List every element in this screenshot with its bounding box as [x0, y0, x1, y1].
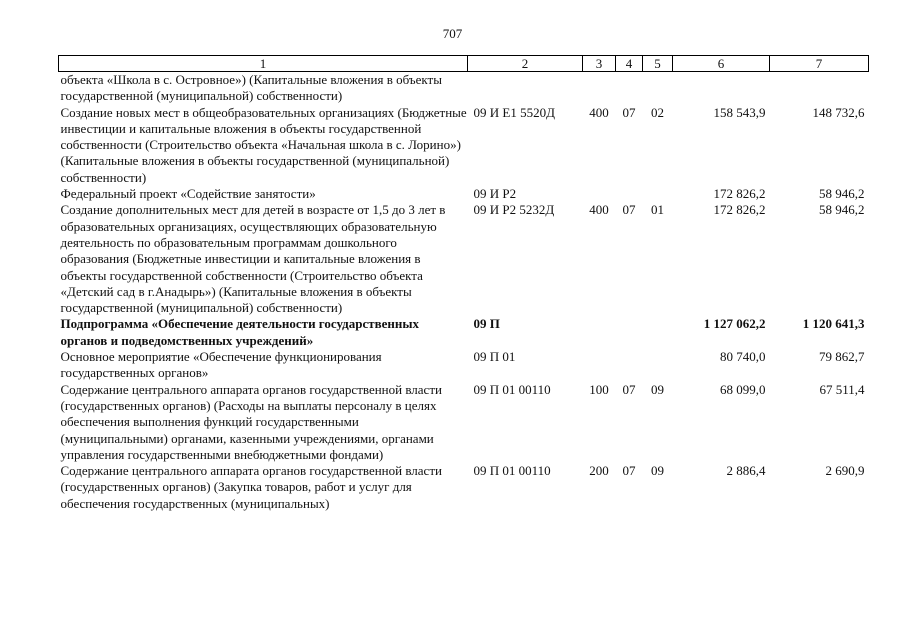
row-col5: [643, 186, 673, 202]
row-code: 09 И Е1 5520Д: [473, 104, 555, 120]
row-value-7: 1 120 641,3: [802, 316, 865, 332]
row-col4: 07: [622, 381, 636, 397]
row-value-6: 68 099,0: [720, 381, 766, 397]
row-col3: 400: [589, 104, 609, 120]
row-col4: 07: [622, 202, 636, 218]
row-col3: 200: [589, 463, 609, 479]
row-code: 09 П: [473, 316, 500, 332]
table-row: [59, 202, 869, 316]
row-col5: [643, 349, 673, 382]
header-cell-7: 7: [770, 56, 869, 72]
row-code: 09 И Р2: [473, 186, 517, 202]
row-value-6: 172 826,2: [713, 202, 766, 218]
row-value-7: 67 511,4: [819, 381, 865, 397]
row-name: объекта «Школа в с. Островное») (Капитальные вложения в объекты государственной (муниципальной) собственности): [60, 72, 442, 104]
row-name: Создание дополнительных мест для детей в возрасте от 1,5 до 3 лет в образовательных организациях, осуществляющих образовательную деятельность по образовательным программам дошкольного образования (Бюджетные инвестиции и капитальные вложения в объекты государственной собственности (Строительство объекта «Детский сад в г.Анадырь») (Капитальные вложения в объекты государственной (муниципальной) собственности): [60, 202, 446, 316]
row-value-6: 172 826,2: [713, 186, 766, 202]
header-cell-5: 5: [643, 56, 673, 72]
row-value-7: 2 690,9: [825, 463, 865, 479]
row-name: Содержание центрального аппарата органов государственной власти (государственных органов) (Закупка товаров, работ и услуг для обеспечения государственных (муниципальных): [60, 463, 442, 511]
row-value-6: 158 543,9: [713, 104, 766, 120]
page-number: 707: [442, 26, 463, 41]
row-value-6: [673, 72, 770, 105]
row-col4: [616, 72, 643, 105]
row-col4: [616, 186, 643, 202]
row-col5: 02: [651, 104, 664, 120]
row-col4: [616, 316, 643, 349]
row-col3: 400: [589, 202, 609, 218]
row-col3: [583, 186, 616, 202]
header-cell-6: 6: [673, 56, 770, 72]
row-value-6: 1 127 062,2: [703, 316, 766, 332]
row-code: 09 П 01 00110: [473, 381, 551, 397]
table-row: [59, 349, 869, 382]
row-col5: 09: [651, 381, 664, 397]
row-col5: 01: [651, 202, 664, 218]
row-value-7: 79 862,7: [819, 349, 865, 365]
row-name: Содержание центрального аппарата органов государственной власти (государственных органов) (Расходы на выплаты персоналу в целях обеспечения выполнения функций государственными (муниципальными) органами, казенными учреждениями, органами управления государственными внебюджетными фондами): [60, 381, 442, 462]
row-name: Подпрограмма «Обеспечение деятельности государственных органов и подведомственных учреждений»: [60, 316, 420, 348]
row-code: [468, 72, 583, 105]
row-code: 09 И Р2 5232Д: [473, 202, 555, 218]
table-row: [59, 186, 869, 202]
table-header-row: [59, 56, 869, 72]
row-name: Создание новых мест в общеобразовательных организациях (Бюджетные инвестиции и капитальные вложения в объекты государственной собственности (Строительство объекта «Начальная школа в с. Лорино») (Капитальные вложения в объекты государственной (муниципальной) собственности): [60, 104, 467, 185]
row-value-7: 148 732,6: [812, 104, 865, 120]
table-row: [59, 72, 869, 105]
row-col3: [583, 316, 616, 349]
row-col5: 09: [651, 463, 664, 479]
row-col3: [583, 72, 616, 105]
row-col3: 100: [589, 381, 609, 397]
header-cell-3: 3: [583, 56, 616, 72]
budget-table: [58, 55, 869, 512]
header-cell-code: 2: [468, 56, 583, 72]
header-cell-name: 1: [59, 56, 468, 72]
row-name: Федеральный проект «Содействие занятости»: [60, 186, 316, 202]
header-cell-4: 4: [616, 56, 643, 72]
row-value-7: [770, 72, 869, 105]
row-value-7: 58 946,2: [819, 186, 865, 202]
row-col4: 07: [622, 463, 636, 479]
row-col3: [583, 349, 616, 382]
row-code: 09 П 01: [473, 349, 516, 365]
row-col5: [643, 72, 673, 105]
row-name: Основное мероприятие «Обеспечение функционирования государственных органов»: [60, 349, 382, 381]
table-row: [59, 316, 869, 349]
row-value-6: 2 886,4: [726, 463, 766, 479]
row-value-7: 58 946,2: [819, 202, 865, 218]
table-row: [59, 382, 869, 463]
table-body: [59, 72, 869, 513]
row-value-6: 80 740,0: [720, 349, 766, 365]
table-row: [59, 463, 869, 512]
row-col4: 07: [622, 104, 636, 120]
row-code: 09 П 01 00110: [473, 463, 551, 479]
table-row: [59, 105, 869, 186]
row-col5: [643, 316, 673, 349]
row-col4: [616, 349, 643, 382]
